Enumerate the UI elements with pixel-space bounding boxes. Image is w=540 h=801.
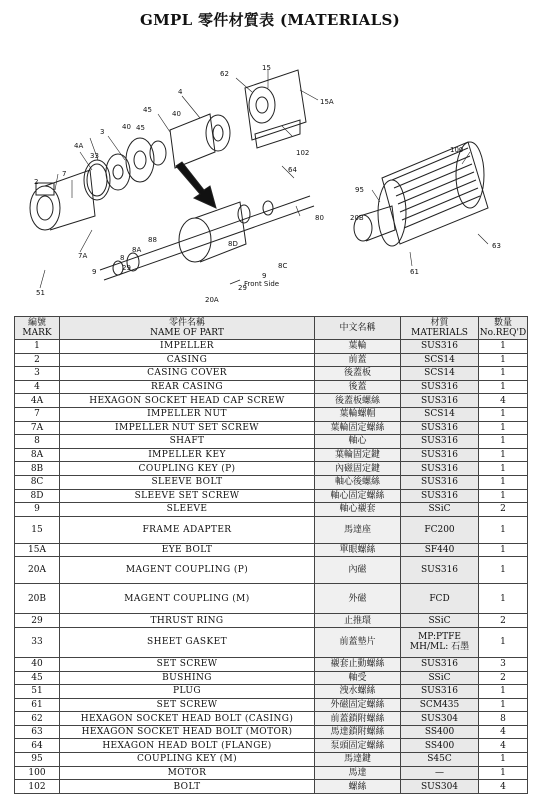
- table-row: [15, 421, 528, 435]
- cell-material: SUS316: [401, 435, 479, 449]
- cell-chinese-name: 洩水螺絲: [315, 685, 401, 699]
- cell-mark: 4: [15, 380, 60, 394]
- cell-quantity: 1: [479, 340, 528, 354]
- cell-chinese-name: 泵頭固定螺絲: [315, 739, 401, 753]
- cell-mark: 7A: [15, 421, 60, 435]
- cell-material: SF440: [401, 543, 479, 557]
- svg-text:20A: 20A: [205, 296, 219, 304]
- cell-material: SSiC: [401, 614, 479, 628]
- cell-quantity: 1: [479, 557, 528, 584]
- table-row: [15, 340, 528, 354]
- cell-material: SUS304: [401, 712, 479, 726]
- svg-text:29: 29: [122, 264, 131, 272]
- cell-material: SUS316: [401, 380, 479, 394]
- cell-chinese-name: 馬達鍵: [315, 753, 401, 767]
- cell-mark: 4A: [15, 394, 60, 408]
- cell-quantity: 2: [479, 503, 528, 517]
- cell-mark: 8D: [15, 489, 60, 503]
- cell-chinese-name: 後蓋: [315, 380, 401, 394]
- materials-table: [14, 316, 528, 794]
- cell-material: SCS14: [401, 367, 479, 381]
- cell-material: SUS316: [401, 475, 479, 489]
- svg-text:51: 51: [36, 289, 45, 297]
- cell-mark: 9: [15, 503, 60, 517]
- cell-chinese-name: 前蓋墊片: [315, 627, 401, 657]
- cell-material: SCS14: [401, 407, 479, 421]
- cell-quantity: 2: [479, 614, 528, 628]
- cell-material: SUS316: [401, 340, 479, 354]
- cell-chinese-name: 葉輪螺帽: [315, 407, 401, 421]
- cell-material: SSiC: [401, 503, 479, 517]
- cell-chinese-name: 後蓋板螺絲: [315, 394, 401, 408]
- cell-chinese-name: 前蓋鎖附螺絲: [315, 712, 401, 726]
- svg-text:4: 4: [178, 88, 183, 96]
- table-row: [15, 353, 528, 367]
- table-row: [15, 698, 528, 712]
- cell-material: SUS316: [401, 685, 479, 699]
- exploded-view-diagram: [0, 30, 540, 312]
- table-row: [15, 753, 528, 767]
- cell-chinese-name: 前蓋: [315, 353, 401, 367]
- cell-mark: 63: [15, 725, 60, 739]
- cell-chinese-name: 止推環: [315, 614, 401, 628]
- table-row: [15, 557, 528, 584]
- cell-material: SUS316: [401, 657, 479, 671]
- cell-quantity: 1: [479, 698, 528, 712]
- table-row: [15, 489, 528, 503]
- cell-part-name: IMPELLER NUT: [60, 407, 315, 421]
- cell-material: SUS316: [401, 462, 479, 476]
- cell-chinese-name: 軸心襯套: [315, 503, 401, 517]
- svg-text:8A: 8A: [132, 246, 142, 254]
- cell-quantity: 1: [479, 627, 528, 657]
- cell-chinese-name: 葉輪固定鍵: [315, 448, 401, 462]
- cell-part-name: SHAFT: [60, 435, 315, 449]
- table-row: [15, 685, 528, 699]
- svg-text:40: 40: [172, 110, 181, 118]
- cell-quantity: 1: [479, 516, 528, 543]
- cell-quantity: 3: [479, 657, 528, 671]
- cell-quantity: 1: [479, 685, 528, 699]
- cell-chinese-name: 螺絲: [315, 780, 401, 794]
- svg-text:62: 62: [220, 70, 229, 78]
- header-name: 零件名稱 NAME OF PART: [60, 317, 315, 340]
- svg-text:9: 9: [92, 268, 97, 276]
- cell-part-name: THRUST RING: [60, 614, 315, 628]
- cell-part-name: SHEET GASKET: [60, 627, 315, 657]
- cell-mark: 15A: [15, 543, 60, 557]
- cell-quantity: 4: [479, 725, 528, 739]
- cell-chinese-name: 襯套止動螺絲: [315, 657, 401, 671]
- cell-material: SUS316: [401, 557, 479, 584]
- cell-quantity: 1: [479, 353, 528, 367]
- svg-text:95: 95: [355, 186, 364, 194]
- svg-text:4A: 4A: [74, 142, 84, 150]
- svg-text:63: 63: [492, 242, 501, 250]
- cell-part-name: HEXAGON SOCKET HEAD BOLT (MOTOR): [60, 725, 315, 739]
- cell-mark: 8C: [15, 475, 60, 489]
- svg-text:8: 8: [120, 254, 125, 262]
- svg-text:9: 9: [262, 272, 267, 280]
- svg-text:102: 102: [296, 149, 310, 157]
- cell-part-name: HEXAGON SOCKET HEAD BOLT (CASING): [60, 712, 315, 726]
- cell-material: SUS316: [401, 421, 479, 435]
- cell-quantity: 1: [479, 475, 528, 489]
- cell-mark: 64: [15, 739, 60, 753]
- cell-chinese-name: 葉輪: [315, 340, 401, 354]
- cell-chinese-name: 內磁固定鍵: [315, 462, 401, 476]
- cell-quantity: 4: [479, 394, 528, 408]
- table-row: [15, 448, 528, 462]
- cell-chinese-name: 軸心後螺絲: [315, 475, 401, 489]
- casing-cover-part: [126, 138, 166, 182]
- cell-chinese-name: 外磁: [315, 584, 401, 614]
- svg-text:80: 80: [315, 214, 324, 222]
- cell-chinese-name: 葉輪固定螺絲: [315, 421, 401, 435]
- cell-quantity: 1: [479, 753, 528, 767]
- cell-chinese-name: 馬達: [315, 766, 401, 780]
- cell-part-name: COUPLING KEY (M): [60, 753, 315, 767]
- cell-part-name: SLEEVE BOLT: [60, 475, 315, 489]
- table-row: [15, 780, 528, 794]
- cell-chinese-name: 單眼螺絲: [315, 543, 401, 557]
- cell-part-name: BOLT: [60, 780, 315, 794]
- cell-quantity: 1: [479, 584, 528, 614]
- table-row: [15, 543, 528, 557]
- svg-text:20B: 20B: [350, 214, 364, 222]
- cell-part-name: CASING COVER: [60, 367, 315, 381]
- cell-quantity: 4: [479, 739, 528, 753]
- cell-mark: 51: [15, 685, 60, 699]
- cell-chinese-name: 外磁固定螺絲: [315, 698, 401, 712]
- cell-part-name: MAGENT COUPLING (M): [60, 584, 315, 614]
- table-row: [15, 614, 528, 628]
- svg-text:29: 29: [238, 284, 247, 292]
- cell-mark: 33: [15, 627, 60, 657]
- cell-material: —: [401, 766, 479, 780]
- cell-chinese-name: 軸心固定螺絲: [315, 489, 401, 503]
- table-row: [15, 739, 528, 753]
- cell-mark: 15: [15, 516, 60, 543]
- header-quantity: 數量 No.REQ'D: [479, 318, 527, 338]
- header-materials: 材質 MATERIALS: [401, 317, 479, 340]
- table-row: [15, 671, 528, 685]
- cell-mark: 61: [15, 698, 60, 712]
- front-side-label: Front Side: [244, 280, 280, 288]
- cell-mark: 1: [15, 340, 60, 354]
- table-row: [15, 627, 528, 657]
- cell-material: S45C: [401, 753, 479, 767]
- svg-text:3: 3: [100, 128, 105, 136]
- cell-material: SUS316: [401, 448, 479, 462]
- cell-part-name: COUPLING KEY (P): [60, 462, 315, 476]
- cell-material: SUS316: [401, 394, 479, 408]
- rear-casing-part: [170, 114, 230, 168]
- cell-material: FCD: [401, 584, 479, 614]
- svg-text:7: 7: [62, 170, 67, 178]
- cell-quantity: 1: [479, 435, 528, 449]
- cell-mark: 2: [15, 353, 60, 367]
- cell-quantity: 1: [479, 421, 528, 435]
- cell-part-name: CASING: [60, 353, 315, 367]
- table-row: [15, 435, 528, 449]
- svg-text:100: 100: [450, 146, 464, 154]
- cell-part-name: HEXAGON SOCKET HEAD CAP SCREW: [60, 394, 315, 408]
- table-row: [15, 766, 528, 780]
- cell-material: SSiC: [401, 671, 479, 685]
- cell-quantity: 1: [479, 543, 528, 557]
- table-row: [15, 380, 528, 394]
- header-mark: 編號 MARK: [15, 317, 60, 340]
- frame-adapter-part: [245, 70, 306, 148]
- cell-part-name: REAR CASING: [60, 380, 315, 394]
- cell-part-name: SLEEVE: [60, 503, 315, 517]
- cell-mark: 95: [15, 753, 60, 767]
- cell-mark: 62: [15, 712, 60, 726]
- svg-text:64: 64: [288, 166, 297, 174]
- cell-material: SUS316: [401, 489, 479, 503]
- table-row: [15, 475, 528, 489]
- cell-quantity: 2: [479, 671, 528, 685]
- cell-quantity: 1: [479, 766, 528, 780]
- cell-mark: 20B: [15, 584, 60, 614]
- cell-mark: 100: [15, 766, 60, 780]
- cell-quantity: 1: [479, 448, 528, 462]
- svg-text:8C: 8C: [278, 262, 288, 270]
- svg-text:45: 45: [136, 124, 145, 132]
- cell-part-name: SET SCREW: [60, 698, 315, 712]
- svg-text:15A: 15A: [320, 98, 334, 106]
- cell-material: SCS14: [401, 353, 479, 367]
- cell-part-name: IMPELLER NUT SET SCREW: [60, 421, 315, 435]
- casing-part: [30, 170, 95, 230]
- cell-part-name: SET SCREW: [60, 657, 315, 671]
- cell-part-name: BUSHING: [60, 671, 315, 685]
- svg-text:7A: 7A: [78, 252, 88, 260]
- cell-mark: 102: [15, 780, 60, 794]
- cell-material: FC200: [401, 516, 479, 543]
- cell-mark: 8B: [15, 462, 60, 476]
- table-row: [15, 407, 528, 421]
- cell-part-name: IMPELLER: [60, 340, 315, 354]
- cell-material: MP:PTFE MH/ML: 石墨: [401, 627, 479, 657]
- cell-mark: 8A: [15, 448, 60, 462]
- cell-mark: 20A: [15, 557, 60, 584]
- cell-part-name: IMPELLER KEY: [60, 448, 315, 462]
- svg-text:61: 61: [410, 268, 419, 276]
- cell-mark: 29: [15, 614, 60, 628]
- cell-quantity: 1: [479, 462, 528, 476]
- cell-chinese-name: 軸心: [315, 435, 401, 449]
- table-header-row: [15, 317, 528, 340]
- cell-chinese-name: 內磁: [315, 557, 401, 584]
- svg-text:2: 2: [34, 178, 39, 186]
- cell-quantity: 1: [479, 380, 528, 394]
- cell-quantity: 8: [479, 712, 528, 726]
- table-row: [15, 462, 528, 476]
- cell-quantity: 1: [479, 407, 528, 421]
- cell-quantity: 1: [479, 489, 528, 503]
- cell-mark: 7: [15, 407, 60, 421]
- cell-part-name: MOTOR: [60, 766, 315, 780]
- table-row: [15, 712, 528, 726]
- svg-text:8D: 8D: [228, 240, 238, 248]
- svg-text:45: 45: [143, 106, 152, 114]
- cell-mark: 8: [15, 435, 60, 449]
- svg-text:40: 40: [122, 123, 131, 131]
- table-row: [15, 503, 528, 517]
- cell-material: SS400: [401, 725, 479, 739]
- gasket-ring: [84, 160, 110, 200]
- cell-material: SS400: [401, 739, 479, 753]
- cell-part-name: EYE BOLT: [60, 543, 315, 557]
- cell-part-name: PLUG: [60, 685, 315, 699]
- cell-chinese-name: 軸受: [315, 671, 401, 685]
- cell-part-name: HEXAGON HEAD BOLT (FLANGE): [60, 739, 315, 753]
- cell-quantity: 4: [479, 780, 528, 794]
- header-chinese-name: 中文名稱: [315, 317, 401, 340]
- svg-text:33: 33: [90, 152, 99, 160]
- outer-magnet-part: [354, 206, 395, 241]
- cell-mark: 40: [15, 657, 60, 671]
- direction-arrow: [176, 162, 216, 208]
- table-row: [15, 725, 528, 739]
- page-title: GMPL 零件材質表 (MATERIALS): [140, 11, 400, 29]
- table-row: [15, 367, 528, 381]
- cell-part-name: SLEEVE SET SCREW: [60, 489, 315, 503]
- cell-part-name: FRAME ADAPTER: [60, 516, 315, 543]
- table-row: [15, 516, 528, 543]
- cell-chinese-name: 馬達座: [315, 516, 401, 543]
- cell-chinese-name: 馬達鎖附螺絲: [315, 725, 401, 739]
- cell-quantity: 1: [479, 367, 528, 381]
- table-row: [15, 394, 528, 408]
- svg-text:88: 88: [148, 236, 157, 244]
- cell-chinese-name: 後蓋板: [315, 367, 401, 381]
- cell-part-name: MAGENT COUPLING (P): [60, 557, 315, 584]
- cell-mark: 3: [15, 367, 60, 381]
- table-row: [15, 657, 528, 671]
- svg-text:15: 15: [262, 64, 271, 72]
- cell-mark: 45: [15, 671, 60, 685]
- cell-material: SUS304: [401, 780, 479, 794]
- cell-material: SCM435: [401, 698, 479, 712]
- table-row: [15, 584, 528, 614]
